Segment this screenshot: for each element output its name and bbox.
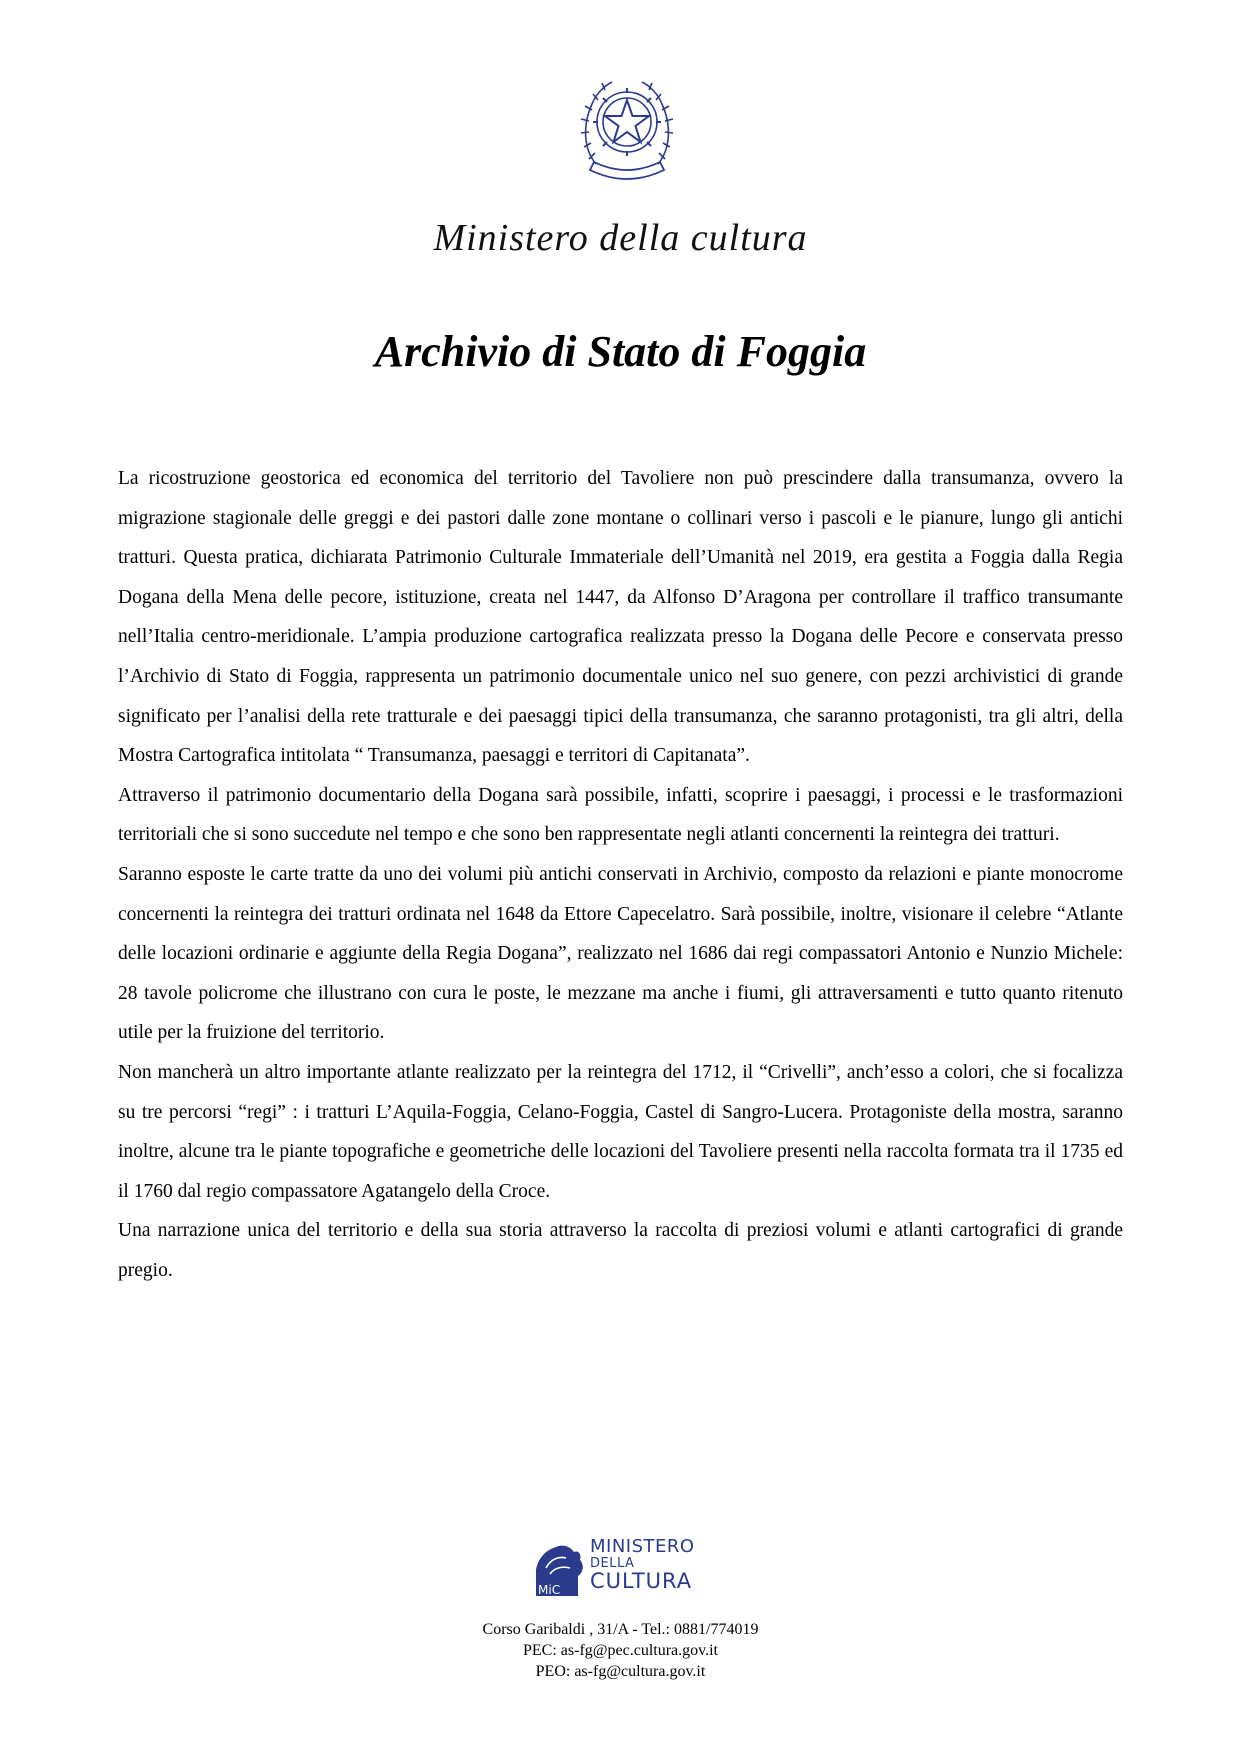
logo-line-2: DELLA	[590, 1556, 635, 1571]
mic-logo-icon	[532, 1540, 586, 1596]
logo-line-3: CULTURA	[590, 1569, 693, 1593]
paragraph: Non mancherà un altro importante atlante realizzato per la reintegra del 1712, il “Crivelli”, anch’esso a colori, che si focalizza su tre percorsi “regi” : i tratturi L’Aquila-Foggia, Celano-Foggia, Castel di Sangro-Lucera. Protagoniste della mostra, saranno inoltre, alcune tra le piante topografiche e geometriche delle locazioni del Tavoliere presenti nella raccolta formata tra il 1735 ed il 1760 dal regio compassatore Agatangelo della Croce.	[118, 1061, 1123, 1202]
footer-contacts	[0, 1619, 1241, 1682]
page-title: Archivio di Stato di Foggia	[374, 327, 867, 376]
italian-republic-emblem-icon	[574, 66, 680, 194]
paragraph: Una narrazione unica del territorio e della sua storia attraverso la raccolta di preziosi volumi e atlanti cartografici di grande pregio.	[118, 1220, 1123, 1281]
logo-line-1: MINISTERO	[590, 1536, 695, 1557]
paragraph: La ricostruzione geostorica ed economica del territorio del Tavoliere non può prescindere dalla transumanza, ovvero la migrazione stagionale delle greggi e dei pastori dalle zone montane o collinari verso i pascoli e le pianure, lungo gli antichi tratturi. Questa pratica, dichiarata Patrimonio Culturale Immateriale dell’Umanità nel 2019, era gestita a Foggia dalla Regia Dogana della Mena delle pecore, istituzione, creata nel 1447, da Alfonso D’Aragona per controllare il traffico transumante nell’Italia centro-meridionale. L’ampia produzione cartografica realizzata presso la Dogana delle Pecore e conservata presso l’Archivio di Stato di Foggia, rappresenta un patrimonio documentale unico nel suo genere, con pezzi archivistici di grande significato per l’analisi della rete tratturale e dei paesaggi tipici della transumanza, che saranno protagonisti, tra gli altri, della Mostra Cartografica intitolata “ Transumanza, paesaggi e territori di Capitanata”.	[118, 468, 1123, 767]
mic-mark-text: MiC	[538, 1583, 561, 1596]
paragraph: Saranno esposte le carte tratte da uno dei volumi più antichi conservati in Archivio, composto da relazioni e piante monocrome concernenti la reintegra dei tratturi ordinata nel 1648 da Ettore Capecelatro. Sarà possibile, inoltre, visionare il celebre “Atlante delle locazioni ordinarie e aggiunte della Regia Dogana”, realizzato nel 1686 dai regi compassatori Antonio e Nunzio Michele: 28 tavole policrome che illustrano con cura le poste, le mezzane ma anche i fiumi, gli attraversamenti e tutto quanto ritenuto utile per la fruizione del territorio.	[118, 863, 1123, 1044]
mic-logo-wordmark	[590, 1538, 695, 1592]
address-line: Corso Garibaldi , 31/A - Tel.: 0881/774019	[482, 1621, 759, 1638]
mic-logo	[532, 1538, 712, 1596]
ministry-name-script: Ministero della cultura	[433, 217, 808, 259]
paragraph: Attraverso il patrimonio documentario della Dogana sarà possibile, infatti, scoprire i paesaggi, i processi e le trasformazioni territoriali che si sono succedute nel tempo e che sono ben rappresentate negli atlanti concernenti la reintegra dei tratturi.	[118, 784, 1123, 846]
body-text	[118, 459, 1123, 1290]
pec-email: PEC: as-fg@pec.cultura.gov.it	[523, 1642, 718, 1659]
peo-email: PEO: as-fg@cultura.gov.it	[535, 1663, 706, 1680]
